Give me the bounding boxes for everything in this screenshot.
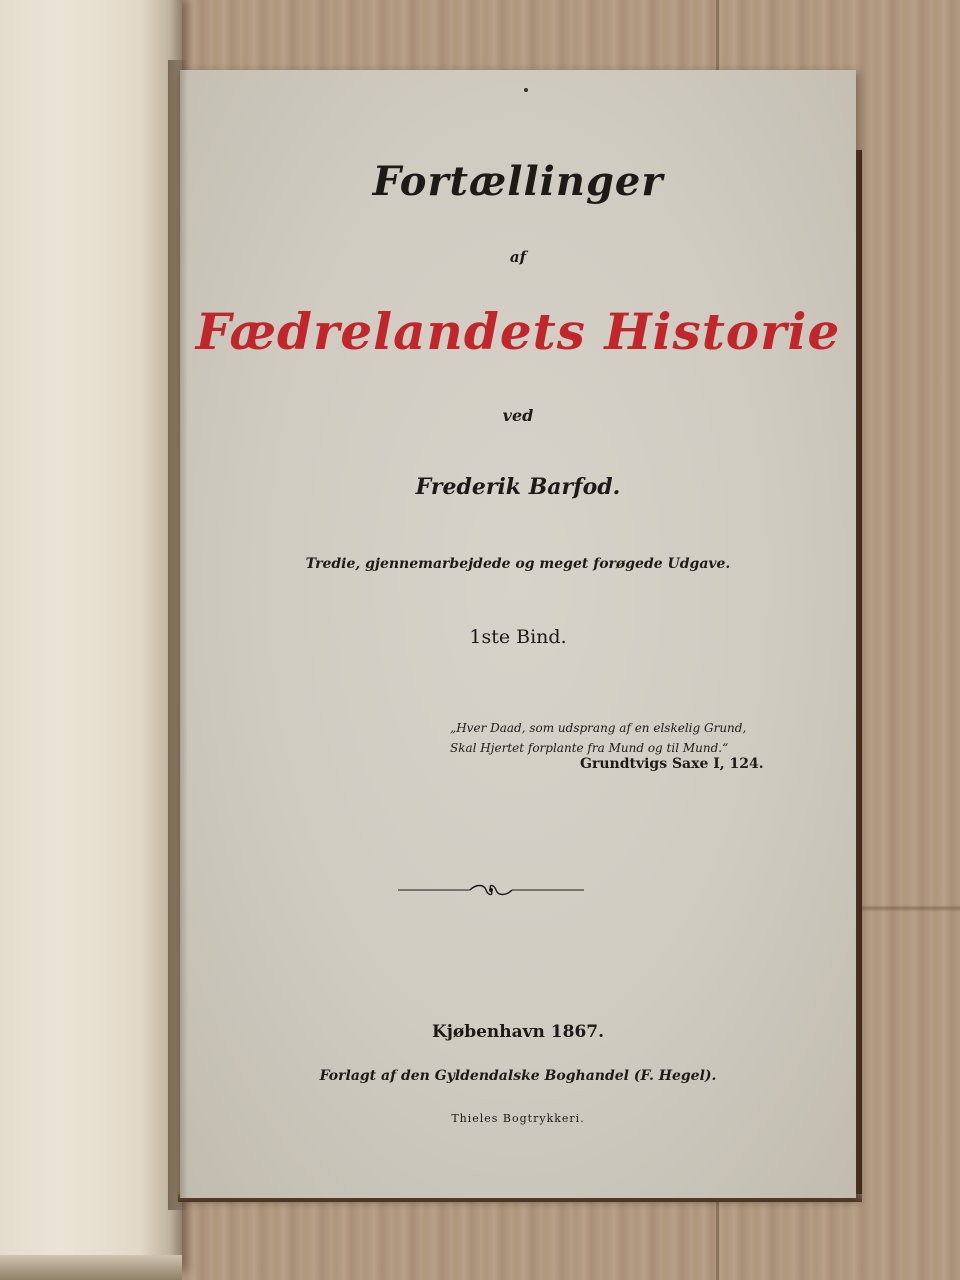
ink-speck [524, 88, 528, 92]
title-af: af [509, 248, 527, 266]
epigraph [450, 718, 770, 758]
epigraph-line: „Hver Daad, som udsprang af en elskelig Grund, [450, 721, 747, 735]
title-ved: ved [502, 406, 534, 425]
left-page-edge [0, 1255, 182, 1280]
author-name: Frederik Barfod. [415, 474, 621, 500]
publisher: Forlagt af den Gyldendalske Boghandel (F. Hegel). [319, 1068, 717, 1084]
epigraph-line: Skal Hjertet forplante fra Mund og til Mund.“ [450, 741, 729, 755]
volume-label: 1ste Bind. [469, 626, 567, 648]
left-page [0, 0, 182, 1272]
book-binding-shadow [168, 60, 188, 1210]
place-and-year: Kjøbenhavn 1867. [431, 1022, 605, 1042]
title-page [180, 70, 856, 1198]
printer: Thieles Bogtrykkeri. [451, 1112, 585, 1125]
book-title: Fortællinger [372, 158, 664, 205]
epigraph-source: Grundtvigs Saxe I, 124. [580, 756, 764, 772]
main-title: Fædrelandets Historie [195, 302, 841, 361]
edition-statement: Tredie, gjennemarbejdede og meget forøgede Udgave. [305, 556, 731, 572]
ornament-divider-icon [398, 882, 584, 898]
